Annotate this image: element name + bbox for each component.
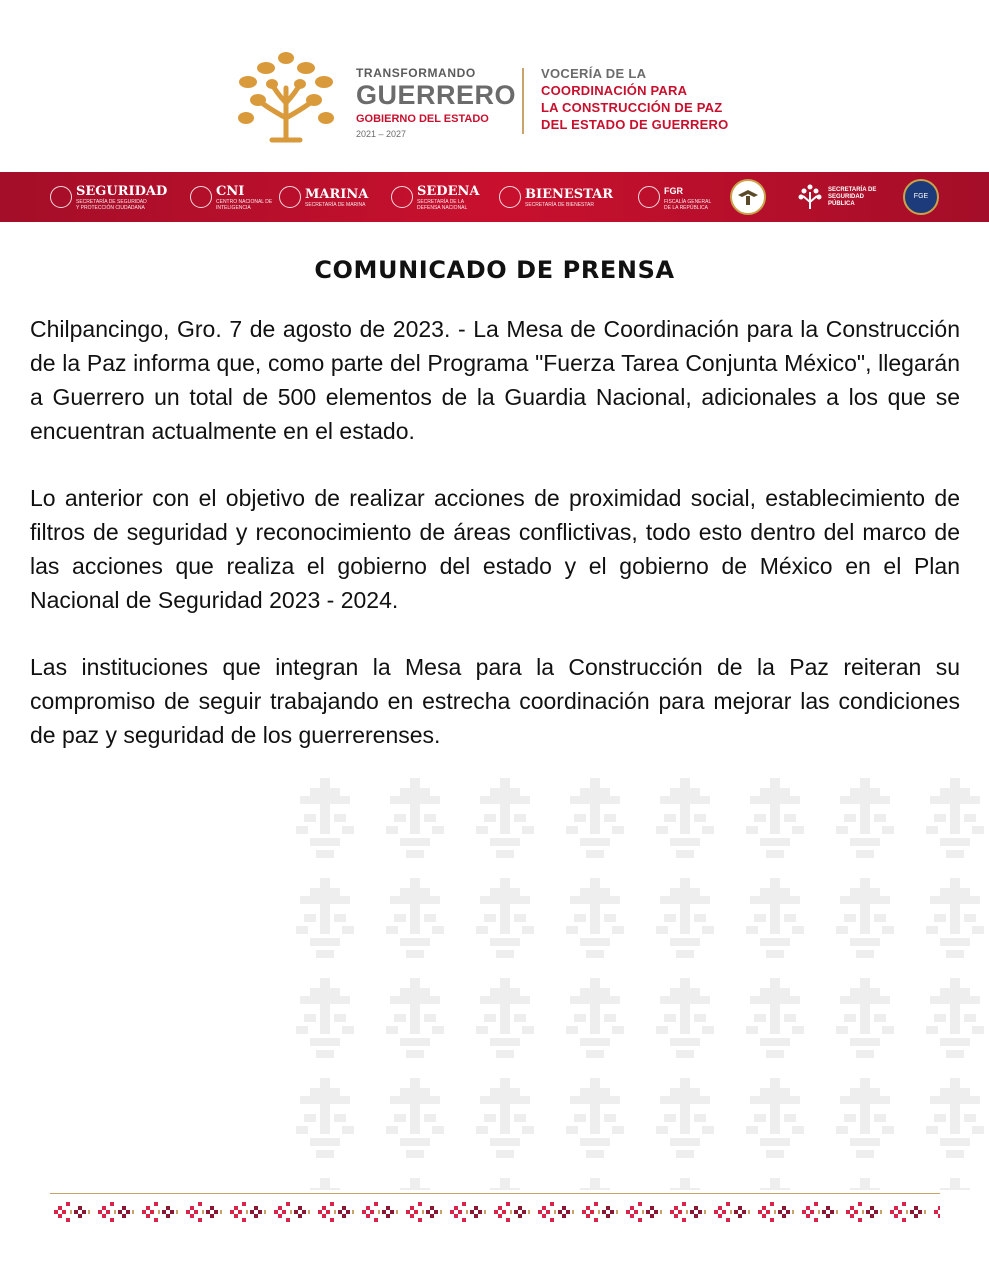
- institution-cni: [190, 172, 272, 222]
- gov-name: GUERRERO: [356, 80, 517, 110]
- institution-name: MARINA: [305, 186, 369, 202]
- mexico-seal-icon: [499, 186, 521, 208]
- press-release-body: [30, 312, 960, 785]
- voceria-line-4: DEL ESTADO DE GUERRERO: [541, 117, 729, 132]
- paragraph: Las instituciones que integran la Mesa para la Construcción de la Paz reiteran su compromiso de seguir trabajando en estrecha coordinación para mejorar las condiciones de paz y seguridad de los guerrerenses.: [30, 654, 960, 748]
- eagle-emblem-icon: [730, 179, 766, 215]
- institution-sub: CENTRO NACIONAL DE: [216, 198, 273, 205]
- voceria-line-1: VOCERÍA DE LA: [541, 66, 647, 81]
- paragraph: Chilpancingo, Gro. 7 de agosto de 2023. - La Mesa de Coordinación para la Construcción de la Paz informa que, como parte del Programa "Fuerza Tarea Conjunta México", llegarán a Guerrero un total de 500 elementos de la Guardia Nacional, adicionales a los que se encuentran actualmente en el estado.: [30, 316, 960, 444]
- ssp-line-3: PÚBLICA: [828, 200, 855, 207]
- fge-seal-icon: FGE: [903, 179, 939, 215]
- footer-divider: [50, 1193, 940, 1194]
- institution-sub: Y PROTECCIÓN CIUDADANA: [76, 204, 145, 211]
- institution-name: CNI: [216, 183, 245, 199]
- institution-sub: DEFENSA NACIONAL: [417, 204, 468, 211]
- institution-sub: INTELIGENCIA: [216, 204, 251, 211]
- institution-name: SEGURIDAD: [76, 183, 168, 199]
- ssp-line-1: SECRETARÍA DE: [828, 186, 877, 193]
- mexico-seal-icon: [279, 186, 301, 208]
- institution-sub: SECRETARÍA DE MARINA: [305, 201, 366, 208]
- mexico-seal-icon: [391, 186, 413, 208]
- institution-sub: SECRETARÍA DE BIENESTAR: [525, 201, 594, 208]
- institution-sedena: [391, 172, 479, 222]
- institution-marina: [279, 172, 368, 222]
- gov-wordmark: [356, 66, 516, 140]
- institution-bienestar: [499, 172, 613, 222]
- institutions-band: [0, 172, 989, 222]
- institution-ssp: [798, 172, 876, 222]
- voceria-line-2: COORDINACIÓN PARA: [541, 83, 688, 98]
- mexico-seal-icon: [50, 186, 72, 208]
- institution-sub: SECRETARÍA DE SEGURIDAD: [76, 198, 147, 205]
- header-divider: [522, 68, 524, 134]
- institution-name: FGR: [664, 185, 683, 196]
- voceria-line-3: LA CONSTRUCCIÓN DE PAZ: [541, 100, 723, 115]
- institution-name: SEDENA: [417, 183, 480, 199]
- embroidery-border: [50, 1201, 940, 1227]
- gov-subtitle: GOBIERNO DEL ESTADO: [356, 113, 489, 125]
- institution-seguridad: [50, 172, 167, 222]
- mexico-seal-icon: [190, 186, 212, 208]
- institution-name: BIENESTAR: [525, 186, 614, 202]
- ssp-line-2: SEGURIDAD: [828, 193, 865, 200]
- document-header: [0, 0, 989, 172]
- gov-kicker: TRANSFORMANDO: [356, 66, 476, 80]
- paragraph: Lo anterior con el objetivo de realizar acciones de proximidad social, establecimiento de filtros de seguridad y reconocimiento de áreas conflictivas, todo esto dentro del marco de las acciones que realiza el gobierno del estado y el gobierno de México en el Plan Nacional de Seguridad 2023 - 2024.: [30, 485, 960, 613]
- embroidery-watermark: [280, 770, 989, 1190]
- institution-sub: DE LA REPÚBLICA: [664, 204, 708, 211]
- page-title: COMUNICADO DE PRENSA: [314, 256, 675, 284]
- voceria-wordmark: [541, 66, 728, 133]
- institution-sub: FISCALÍA GENERAL: [664, 198, 712, 205]
- guerrero-tree-logo-icon: [798, 184, 822, 210]
- gov-years: 2021 – 2027: [356, 129, 407, 139]
- institution-sub: SECRETARÍA DE LA: [417, 198, 465, 205]
- institution-fgr: [638, 172, 711, 222]
- mexico-seal-icon: [638, 186, 660, 208]
- guerrero-tree-logo-icon: [232, 48, 340, 148]
